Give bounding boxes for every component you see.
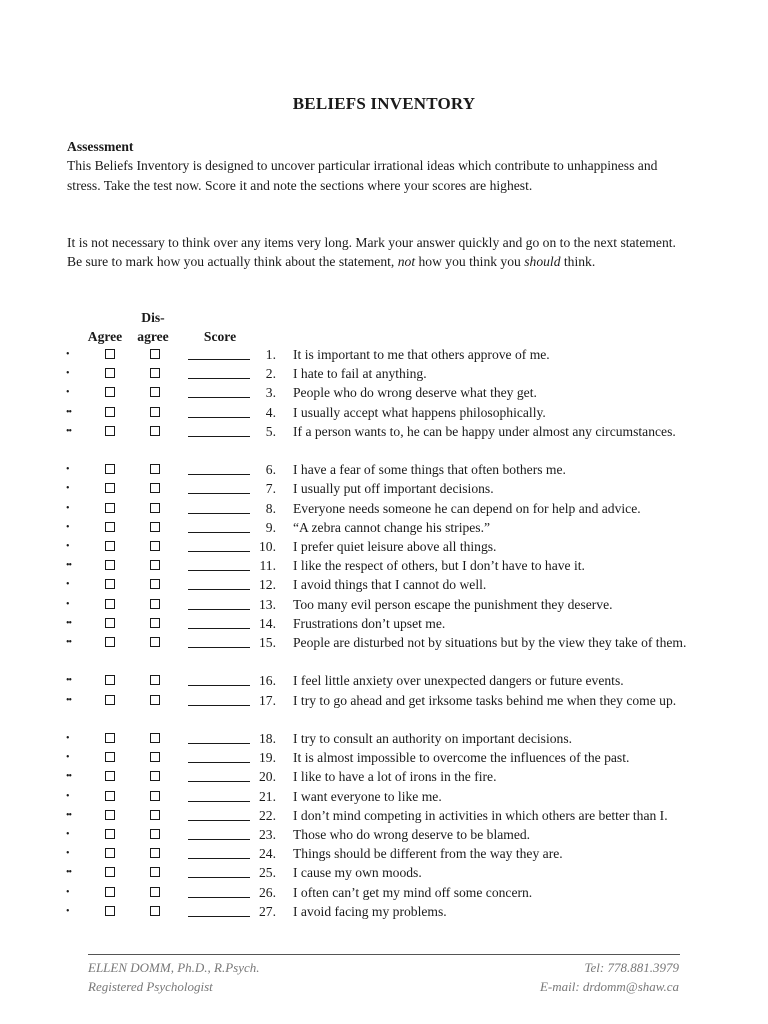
score-blank[interactable]: [188, 460, 250, 475]
agree-checkbox[interactable]: [105, 618, 115, 628]
item-bullet: •: [66, 483, 69, 495]
item-bullet: •: [66, 464, 69, 476]
item-number: 6.: [265, 462, 276, 478]
agree-checkbox[interactable]: [105, 906, 115, 916]
item-statement: I prefer quiet leisure above all things.: [293, 539, 497, 554]
item-bullet: •: [66, 541, 69, 552]
item-bullet: ••: [66, 809, 72, 821]
disagree-checkbox[interactable]: [150, 599, 160, 609]
item-statement: I hate to fail at anything.: [293, 366, 427, 382]
item-statement: Everyone needs someone he can depend on for help and advice.: [293, 500, 641, 516]
item-bullet: •: [66, 829, 69, 840]
item-statement: If a person wants to, he can be happy under almost any circumstances.: [293, 423, 676, 439]
disagree-checkbox[interactable]: [150, 522, 160, 532]
disagree-checkbox[interactable]: [150, 503, 160, 513]
item-statement: I often can’t get my mind off some concern.: [293, 884, 533, 900]
inventory-row: [0, 403, 768, 422]
agree-checkbox[interactable]: [105, 407, 115, 417]
disagree-checkbox[interactable]: [150, 368, 160, 378]
item-number: 27.: [259, 903, 276, 919]
inventory-row: [0, 671, 768, 690]
agree-checkbox[interactable]: [105, 695, 115, 705]
column-header-agree: Agree: [87, 329, 123, 344]
item-statement: I usually put off important decisions.: [293, 481, 494, 497]
item-bullet: •: [66, 579, 69, 591]
item-bullet: •: [66, 521, 69, 533]
score-blank[interactable]: [188, 825, 250, 840]
agree-checkbox[interactable]: [105, 752, 115, 762]
instructions-not: not: [397, 254, 416, 270]
disagree-checkbox[interactable]: [150, 733, 160, 743]
item-statement: I avoid facing my problems.: [293, 903, 447, 919]
agree-checkbox[interactable]: [105, 503, 115, 513]
item-number: 24.: [259, 846, 276, 862]
disagree-checkbox[interactable]: [150, 810, 160, 820]
item-statement: It is important to me that others approve of me.: [293, 347, 550, 362]
item-number: 14.: [259, 615, 276, 631]
item-number: 20.: [259, 769, 276, 785]
agree-checkbox[interactable]: [105, 368, 115, 378]
item-bullet: •: [66, 790, 69, 802]
instructions-part-3: think.: [560, 254, 596, 270]
item-bullet: •: [66, 886, 69, 898]
item-statement: It is almost impossible to overcome the influences of the past.: [293, 750, 630, 766]
item-bullet: •: [66, 387, 69, 399]
item-bullet: •: [66, 752, 69, 764]
disagree-checkbox[interactable]: [150, 579, 160, 589]
disagree-checkbox[interactable]: [150, 867, 160, 877]
disagree-checkbox[interactable]: [150, 771, 160, 781]
inventory-row: [0, 499, 768, 518]
inventory-row: [0, 748, 768, 767]
item-statement: I don’t mind competing in activities in which others are better than I.: [293, 807, 668, 823]
item-statement: I have a fear of some things that often bothers me.: [293, 462, 566, 478]
score-blank[interactable]: [188, 902, 250, 917]
footer-name: ELLEN DOMM, Ph.D., R.Psych.: [88, 960, 260, 975]
inventory-row: [0, 364, 768, 383]
assessment-heading: Assessment: [67, 139, 134, 154]
inventory-row: [0, 691, 768, 710]
item-bullet: ••: [66, 771, 72, 783]
disagree-checkbox[interactable]: [150, 407, 160, 417]
item-bullet: ••: [66, 637, 72, 648]
inventory-row: [0, 729, 768, 748]
score-blank[interactable]: [188, 633, 250, 648]
disagree-checkbox[interactable]: [150, 752, 160, 762]
item-number: 9.: [265, 519, 276, 535]
footer-divider: [88, 954, 680, 955]
disagree-checkbox[interactable]: [150, 906, 160, 916]
item-statement: I like to have a lot of irons in the fire.: [293, 769, 497, 785]
inventory-row: [0, 614, 768, 633]
item-statement: People who do wrong deserve what they get.: [293, 385, 537, 401]
agree-checkbox[interactable]: [105, 579, 115, 589]
agree-checkbox[interactable]: [105, 829, 115, 839]
inventory-row: [0, 595, 768, 614]
item-number: 5.: [265, 423, 276, 439]
inventory-row: [0, 345, 768, 364]
inventory-row: [0, 633, 768, 652]
item-bullet: •: [66, 349, 69, 360]
column-header-score: Score: [203, 329, 237, 344]
score-blank[interactable]: [188, 729, 250, 744]
agree-checkbox[interactable]: [105, 483, 115, 493]
agree-checkbox[interactable]: [105, 349, 115, 359]
disagree-checkbox[interactable]: [150, 618, 160, 628]
item-number: 21.: [259, 788, 276, 804]
item-statement: Frustrations don’t upset me.: [293, 615, 446, 631]
disagree-checkbox[interactable]: [150, 695, 160, 705]
score-blank[interactable]: [188, 787, 250, 802]
score-blank[interactable]: [188, 748, 250, 763]
agree-checkbox[interactable]: [105, 387, 115, 397]
inventory-row: [0, 518, 768, 537]
score-blank[interactable]: [188, 767, 250, 782]
item-statement: I feel little anxiety over unexpected dangers or future events.: [293, 673, 624, 689]
item-number: 26.: [259, 884, 276, 900]
column-header-disagree: [130, 308, 176, 346]
agree-checkbox[interactable]: [105, 464, 115, 474]
item-number: 3.: [265, 385, 276, 401]
disagree-checkbox[interactable]: [150, 483, 160, 493]
item-statement: I cause my own moods.: [293, 865, 422, 881]
instructions-paragraph: [67, 233, 687, 272]
agree-checkbox[interactable]: [105, 733, 115, 743]
assessment-intro: This Beliefs Inventory is designed to uncover particular irrational ideas which contribute to unhappiness and stress. Take the test now. Score it and note the sections where your scores are highest.: [67, 158, 658, 193]
agree-checkbox[interactable]: [105, 426, 115, 436]
item-number: 22.: [259, 807, 276, 823]
item-bullet: ••: [66, 867, 72, 879]
inventory-row: [0, 844, 768, 863]
disagree-checkbox[interactable]: [150, 464, 160, 474]
item-bullet: •: [66, 733, 69, 744]
item-statement: I try to go ahead and get irksome tasks behind me when they come up.: [293, 692, 677, 708]
inventory-row: [0, 806, 768, 825]
item-number: 2.: [265, 366, 276, 382]
item-statement: Things should be different from the way they are.: [293, 846, 563, 862]
score-blank[interactable]: [188, 364, 250, 379]
item-number: 12.: [259, 577, 276, 593]
score-blank[interactable]: [188, 383, 250, 398]
item-bullet: •: [66, 848, 69, 860]
item-bullet: •: [66, 502, 69, 514]
disagree-checkbox[interactable]: [150, 560, 160, 570]
item-number: 1.: [265, 347, 276, 362]
inventory-row: [0, 556, 768, 575]
item-number: 8.: [265, 500, 276, 516]
score-blank[interactable]: [188, 575, 250, 590]
item-bullet: ••: [66, 617, 72, 629]
instructions-part-2: how you think you: [415, 254, 525, 270]
agree-checkbox[interactable]: [105, 771, 115, 781]
disagree-checkbox[interactable]: [150, 791, 160, 801]
score-blank[interactable]: [188, 403, 250, 418]
item-number: 16.: [259, 673, 276, 689]
disagree-checkbox[interactable]: [150, 387, 160, 397]
disagree-checkbox[interactable]: [150, 829, 160, 839]
agree-checkbox[interactable]: [105, 848, 115, 858]
item-number: 18.: [259, 731, 276, 746]
column-header-disagree-line2: agree: [137, 329, 169, 344]
score-blank[interactable]: [188, 883, 250, 898]
item-bullet: ••: [66, 694, 72, 706]
score-blank[interactable]: [188, 844, 250, 859]
agree-checkbox[interactable]: [105, 637, 115, 647]
item-number: 15.: [259, 635, 276, 650]
item-number: 23.: [259, 827, 276, 842]
inventory-row: [0, 825, 768, 844]
inventory-row: [0, 460, 768, 479]
footer-role: Registered Psychologist: [88, 979, 213, 994]
score-blank[interactable]: [188, 614, 250, 629]
inventory-row: [0, 383, 768, 402]
score-blank[interactable]: [188, 863, 250, 878]
disagree-checkbox[interactable]: [150, 848, 160, 858]
inventory-row: [0, 787, 768, 806]
item-bullet: •: [66, 598, 69, 610]
score-blank[interactable]: [188, 537, 250, 552]
item-number: 10.: [259, 539, 276, 554]
inventory-row: [0, 767, 768, 786]
item-number: 7.: [265, 481, 276, 497]
score-blank[interactable]: [188, 671, 250, 686]
item-number: 4.: [265, 404, 276, 420]
instructions-part-1: It is not necessary to think over any items very long. Mark your answer quickly and go on to the next statement. Be sure to mark how you actually think about the statement,: [67, 235, 676, 270]
disagree-checkbox[interactable]: [150, 675, 160, 685]
item-statement: I usually accept what happens philosophically.: [293, 404, 546, 420]
item-number: 17.: [259, 692, 276, 708]
agree-checkbox[interactable]: [105, 541, 115, 551]
agree-checkbox[interactable]: [105, 791, 115, 801]
score-blank[interactable]: [188, 499, 250, 514]
score-blank[interactable]: [188, 691, 250, 706]
inventory-row: [0, 422, 768, 441]
item-bullet: ••: [66, 675, 72, 687]
agree-checkbox[interactable]: [105, 599, 115, 609]
score-blank[interactable]: [188, 345, 250, 360]
agree-checkbox[interactable]: [105, 675, 115, 685]
disagree-checkbox[interactable]: [150, 426, 160, 436]
item-statement: Too many evil person escape the punishment they deserve.: [293, 596, 613, 612]
disagree-checkbox[interactable]: [150, 541, 160, 551]
item-statement: People are disturbed not by situations but by the view they take of them.: [293, 635, 687, 650]
item-number: 13.: [259, 596, 276, 612]
inventory-row: [0, 479, 768, 498]
agree-checkbox[interactable]: [105, 887, 115, 897]
inventory-row: [0, 883, 768, 902]
footer-email: E-mail: drdomm@shaw.ca: [539, 979, 679, 994]
score-blank[interactable]: [188, 556, 250, 571]
item-statement: I try to consult an authority on important decisions.: [293, 731, 573, 746]
footer-tel: Tel: 778.881.3979: [584, 960, 679, 975]
instructions-should: should: [524, 254, 561, 270]
item-bullet: ••: [66, 425, 72, 437]
item-bullet: •: [66, 368, 69, 380]
item-bullet: •: [66, 905, 69, 917]
score-blank[interactable]: [188, 595, 250, 610]
agree-checkbox[interactable]: [105, 522, 115, 532]
item-bullet: ••: [66, 406, 72, 418]
inventory-row: [0, 537, 768, 556]
assessment-section: [67, 137, 687, 195]
item-bullet: ••: [66, 560, 72, 572]
score-blank[interactable]: [188, 422, 250, 437]
inventory-row: [0, 902, 768, 921]
item-statement: I like the respect of others, but I don’t have to have it.: [293, 558, 585, 574]
column-header-disagree-line1: Dis-: [141, 310, 165, 325]
item-statement: Those who do wrong deserve to be blamed.: [293, 827, 531, 842]
item-statement: I want everyone to like me.: [293, 788, 442, 804]
disagree-checkbox[interactable]: [150, 887, 160, 897]
item-statement: I avoid things that I cannot do well.: [293, 577, 487, 593]
agree-checkbox[interactable]: [105, 810, 115, 820]
disagree-checkbox[interactable]: [150, 349, 160, 359]
score-blank[interactable]: [188, 479, 250, 494]
page-title: BELIEFS INVENTORY: [292, 94, 476, 113]
score-blank[interactable]: [188, 806, 250, 821]
item-number: 19.: [259, 750, 276, 766]
score-blank[interactable]: [188, 518, 250, 533]
item-statement: “A zebra cannot change his stripes.”: [293, 519, 491, 535]
inventory-row: [0, 575, 768, 594]
disagree-checkbox[interactable]: [150, 637, 160, 647]
agree-checkbox[interactable]: [105, 560, 115, 570]
inventory-row: [0, 863, 768, 882]
item-number: 25.: [259, 865, 276, 881]
agree-checkbox[interactable]: [105, 867, 115, 877]
item-number: 11.: [259, 558, 276, 574]
